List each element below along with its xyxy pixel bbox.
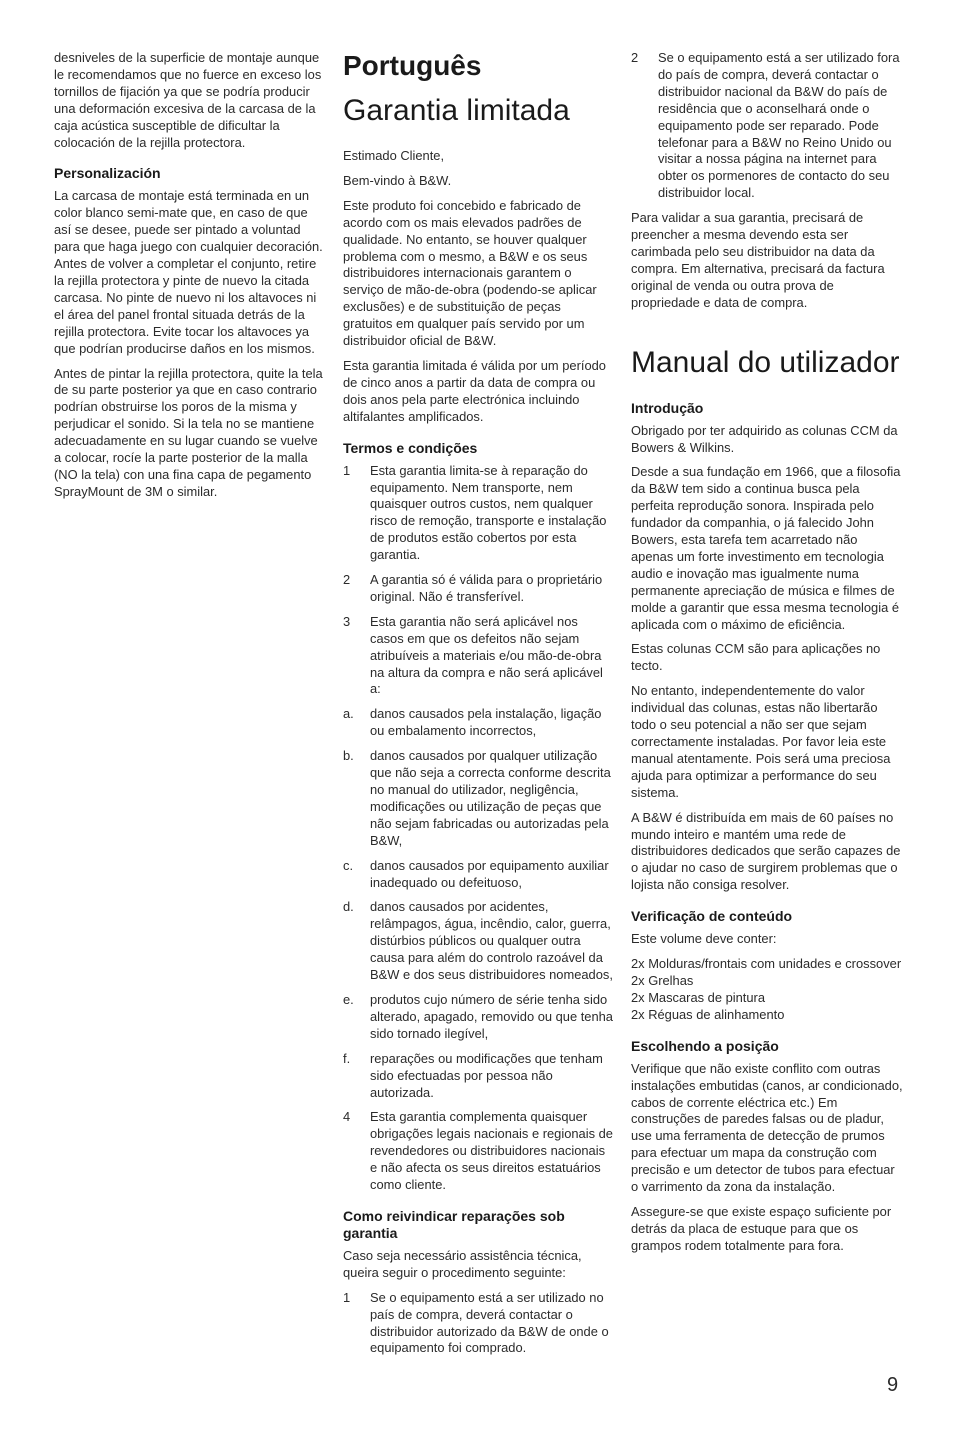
column-right (631, 50, 903, 1263)
intro-paragraph-5: A B&W é distribuída em mais de 60 países no mundo inteiro e mantém uma rede de distribuidores dedicados que serão capazes de o ajudar no caso de surgirem problemas que o lojista não consiga resolver. (631, 809, 901, 893)
intro-paragraph-1: Obrigado por ter adquirido as colunas CCM da Bowers & Wilkins. (631, 422, 898, 455)
greeting: Estimado Cliente, (343, 148, 445, 163)
language-title: Português (343, 50, 482, 81)
terms-item-marker: e. (343, 991, 354, 1007)
position-heading: Escolhendo a posição (631, 1037, 779, 1054)
validate-paragraph: Para validar a sua garantia, precisará de preencher a mesma devendo esta ser carimbada pelo seu distribuidor na data da compra. Em alternativa, precisará da factura original de venda ou outra prova de propriedade e data de compra. (631, 210, 885, 310)
terms-item (343, 899, 613, 984)
claim-item-marker: 2 (631, 50, 639, 65)
personalizacion-paragraph-2: Antes de pintar la rejilla protectora, quite la tela de su parte posterior ya que en caso contrario podrían obstruirse los poros de la misma y perjudicar el sonido. Si la tela no se mantiene adecuadamente en su lugar cuando se vuelve a colocar, rocíe la parte posterior de la malla (NO la tela) con una fina capa de pegamento SprayMount de 3M o similar. (54, 365, 323, 499)
claim-item-text: Se o equipamento está a ser utilizado no país de compra, deverá contactar o distribuidor autorizado da B&W de onde o equipamento foi comprado. (370, 1289, 609, 1356)
intro-paragraph-3: Estas colunas CCM são para aplicações no tecto. (631, 641, 881, 674)
warranty-paragraph-2: Esta garantia limitada é válida por um período de cinco anos a partir da data de compra ou dois anos pela parte electrónica incluindo altifalantes amplificados. (343, 357, 606, 424)
warranty-paragraph-1: Este produto foi concebido e fabricado de acordo com os mais elevados padrões de qualidade. No entanto, se houver qualquer problema com o mesmo, a B&W e os seus distribuidores internacionais garantem o serviço de mão-de-obra (podendo-se aplicar exclusões) e de substituição de peças gratuitos em qualquer país servido por um distribuidor oficial de B&W. (343, 197, 597, 349)
contents-heading: Verificação de conteúdo (631, 908, 793, 925)
terms-item (343, 1051, 613, 1102)
terms-item (343, 992, 613, 1043)
claim-heading: Como reivindicar reparações sob garantia (343, 1207, 565, 1241)
terms-item-marker: 4 (343, 1109, 351, 1125)
contents-list-item: 2x Mascaras de pintura (631, 989, 765, 1005)
warranty-title: Garantia limitada (343, 94, 570, 127)
terms-item-text: danos causados pela instalação, ligação ou embalamento incorrectos, (370, 706, 602, 739)
terms-item-text: reparações ou modificações que tenham sido efectuadas por pessoa não autorizada. (370, 1050, 603, 1100)
terms-item (343, 858, 613, 892)
personalizacion-heading: Personalización (54, 165, 161, 182)
terms-item-text: Esta garantia não será aplicável nos casos em que os defeitos não sejam atribuíveis a materiais e/ou mão-de-obra na altura da compra e não será aplicável a: (370, 613, 603, 697)
terms-item-text: danos causados por equipamento auxiliar inadequado ou defeituoso, (370, 857, 609, 890)
terms-item-marker: b. (343, 748, 354, 764)
terms-item (343, 463, 613, 564)
intro-paragraph-2: Desde a sua fundação em 1966, que a filosofia da B&W tem sido a continua busca pela perfeita reprodução sonora. Inspirada pelo fundador da companhia, o já falecido John Bowers, esta tarefa tem acarretado não apenas um forte investimento em tecnologia audio e inovação mas igualmente numa permanente apreciação de música e filmes de molde a garantir que essa mesma tecnologia é aplicada com o máximo de eficiência. (631, 464, 901, 632)
contents-list (631, 956, 903, 1024)
position-paragraph-2: Assegure-se que existe espaço suficiente por detrás da placa de estuque para que os grampos rodem totalmente para fora. (631, 1203, 892, 1253)
welcome: Bem-vindo à B&W. (343, 172, 452, 188)
terms-item-text: danos causados por qualquer utilização que não seja a correcta conforme descrita no manual do utilizador, negligência, modificações ou utilização de peças que não sejam fabricadas ou autorizadas pela B&W, (370, 748, 611, 848)
terms-item-marker: c. (343, 857, 354, 873)
terms-item-marker: 1 (343, 462, 351, 478)
terms-item-text: A garantia só é válida para o proprietário original. Não é transferível. (370, 572, 603, 604)
terms-item-marker: 2 (343, 572, 351, 588)
terms-item-marker: f. (343, 1050, 351, 1066)
terms-item (343, 572, 613, 606)
terms-item-text: danos causados por acidentes, relâmpagos, água, incêndio, calor, guerra, distúrbios públicos ou qualquer outra causa para além do controlo razoável da B&W e dos seus distribuidores nomeados, (370, 899, 613, 983)
contents-list-item: 2x Molduras/frontais com unidades e crossover (631, 956, 902, 972)
page-number: 9 (887, 1374, 899, 1396)
spanish-intro-paragraph: desniveles de la superficie de montaje aunque le recomendamos que no fuerce en exceso los tornillos de fijación ya que se podría producir una deformación excesiva de la carcasa de la caja acústica susceptible de dificultar la colocación de la rejilla protectora. (54, 50, 322, 150)
claim-intro: Caso seja necessário assistência técnica, queira seguir o procedimento seguinte: (343, 1247, 582, 1280)
terms-item (343, 748, 613, 849)
personalizacion-paragraph-1: La carcasa de montaje está terminada en un color blanco semi-mate que, en caso de que así se desee, puede ser pintado a voluntad para que haga juego con cualquier decoración. Antes de volver a completar el conjunto, retire la rejilla protectora y pinte de nuevo la citada carcasa. No pinte de nuevo ni los altavoces ni el área del panel frontal situada detrás de la rejilla protectora. Evite tocar los altavoces ya que podrían producirse daños en los mismos. (54, 188, 323, 356)
terms-item-marker: 3 (343, 613, 351, 629)
terms-item-text: produtos cujo número de série tenha sido alterado, apagado, removido ou que tenha sido tornado ilegível, (370, 991, 613, 1041)
contents-intro: Este volume deve conter: (631, 931, 777, 947)
claim-item (631, 50, 903, 202)
terms-item (343, 1109, 613, 1194)
terms-heading: Termos e condições (343, 439, 478, 456)
contents-list-item: 2x Grelhas (631, 972, 694, 988)
terms-item (343, 706, 613, 740)
manual-title: Manual do utilizador (631, 345, 900, 379)
intro-paragraph-4: No entanto, independentemente do valor individual das colunas, estas não libertarão todo o seu potencial a não ser que sejam correctamente instaladas. Por favor leia este manual atentamente. Pois será uma preciosa ajuda para optimizar a performance do seu sistema. (631, 683, 891, 800)
contents-list-item: 2x Réguas de alinhamento (631, 1006, 785, 1022)
terms-item-marker: a. (343, 706, 354, 722)
claim-item-marker: 1 (343, 1289, 351, 1305)
column-left (54, 50, 324, 509)
column-middle (343, 50, 613, 1365)
claim-item-text: Se o equipamento está a ser utilizado fora do país de compra, deverá contactar o distribuidor nacional da B&W do país de residência que o aconselhará onde o equipamento pode ser reparado. Pode telefonar para a B&W no Reino Unido ou visitar a nossa página na internet para obter os pormenores de contacto do seu distribuidor local. (658, 50, 900, 201)
intro-heading: Introdução (631, 399, 704, 416)
terms-item-marker: d. (343, 899, 354, 915)
position-paragraph-1: Verifique que não existe conflito com outras instalações embutidas (canos, ar condicionado, cabos de corrente eléctrica etc.) Em construções de paredes falsas ou de pladur, use uma ferramenta de detecção de prumos para efectuar um mapa da construção com precisão e um detector de tubos para efectuar o varrimento da zona da instalação. (631, 1060, 903, 1195)
terms-item-text: Esta garantia limita-se à reparação do equipamento. Nem transporte, nem quaisquer outros custos, nem qualquer risco de remoção, transporte e instalação de produtos estão cobertos por esta garantia. (370, 462, 607, 563)
claim-item (343, 1290, 613, 1358)
terms-item (343, 614, 613, 699)
terms-item-text: Esta garantia complementa quaisquer obrigações legais nacionais e regionais de revendedores ou distribuidores nacionais e não afecta os seus direitos estatuários como cliente. (370, 1109, 613, 1193)
